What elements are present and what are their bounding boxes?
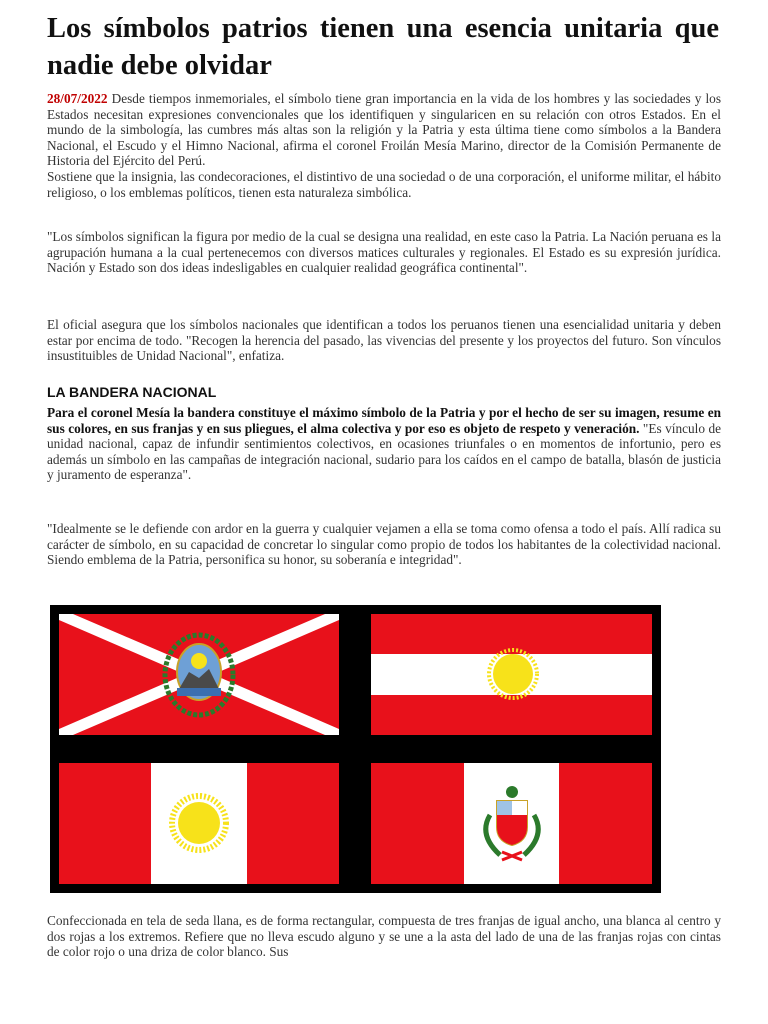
paragraph-intro — [47, 91, 721, 200]
flag-1822-horizontal — [371, 614, 652, 735]
paragraph-flag-symbol — [47, 405, 721, 483]
paragraph-flag-symbol-bold: Para el coronel Mesía la bandera constituye el máximo símbolo de la Patria y por el hecho de ser su imagen, resume en sus colores, en sus franjas y en sus pliegues, el alma colectiva y por eso es objeto de respeto y veneración. — [47, 405, 721, 436]
section-heading: LA BANDERA NACIONAL — [47, 384, 217, 400]
paragraph-quote-symbols: "Los símbolos significan la figura por medio de la cual se designa una realidad, en este caso la Patria. La Nación peruana es la agrupación humana a la cual pertenecemos con diversos matices culturales y regionales. El Estado es su expresión jurídica. Nación y Estado son dos ideas indesligables en cualquier realidad geográfica continental". — [47, 229, 721, 276]
paragraph-insignia: Sostiene que la insignia, las condecoraciones, el distintivo de una sociedad o de una corporación, el uniforme militar, el hábito religioso, o los emblemas políticos, tienen esta naturaleza simbólica. — [47, 168, 721, 200]
paragraph-intro-text: Desde tiempos inmemoriales, el símbolo tiene gran importancia en la vida de los hombres y las sociedades y los Estados necesitan expresiones convencionales que los identifiquen y singularicen en su relación con otros Estados. En el mundo de la simbología, las cumbres más altas son la religión y la Patria y esta última tiene como símbolos a la Bandera Nacional, el Escudo y el Himno Nacional, afirma el coronel Froilán Mesía Marino, director de la Comisión Permanente de Historia del Ejército del Perú. — [47, 91, 721, 169]
paragraph-flag-symbol-text: "Es vínculo de unidad nacional, capaz de infundir sentimientos colectivos, en ocasiones triunfales o en momentos de infortunio, pero es además un símbolo en las campañas de integración nacional, sudario para los caídos en el campo de batalla, blasón de justicia y juramento de esperanza". — [47, 420, 721, 483]
flag-1822-vertical-sun — [59, 763, 339, 884]
article-title: Los símbolos patrios tienen una esencia unitaria que nadie debe olvidar — [47, 13, 719, 81]
paragraph-unitary: El oficial asegura que los símbolos nacionales que identifican a todos los peruanos tienen una esencialidad unitaria y deben estar por encima de todo. "Recogen la herencia del pasado, las vivencias del presente y los proyectos del futuro. Son vínculos insustituibles de Unidad Nacional", enfatiza. — [47, 317, 721, 364]
flags-figure — [50, 605, 661, 893]
flag-1820 — [59, 614, 339, 735]
flag-current-with-coat-of-arms — [371, 763, 652, 884]
paragraph-fabric: Confeccionada en tela de seda llana, es de forma rectangular, compuesta de tres franjas de igual ancho, una blanca al centro y dos rojas a los extremos. Refiere que no lleva escudo alguno y se une a la asta del lado de una de las franjas rojas con cintas de color rojo o una driza de color blanco. Sus — [47, 913, 721, 960]
article-date: 28/07/2022 — [47, 91, 108, 106]
paragraph-defense: "Idealmente se le defiende con ardor en la guerra y cualquier vejamen a ella se toma como ofensa a todo el país. Allí radica su carácter de símbolo, en su capacidad de concretar lo singular como propio de todos los habitantes de la colectividad nacional. Siendo emblema de la Patria, personifica su honor, su soberanía e integridad". — [47, 521, 721, 568]
